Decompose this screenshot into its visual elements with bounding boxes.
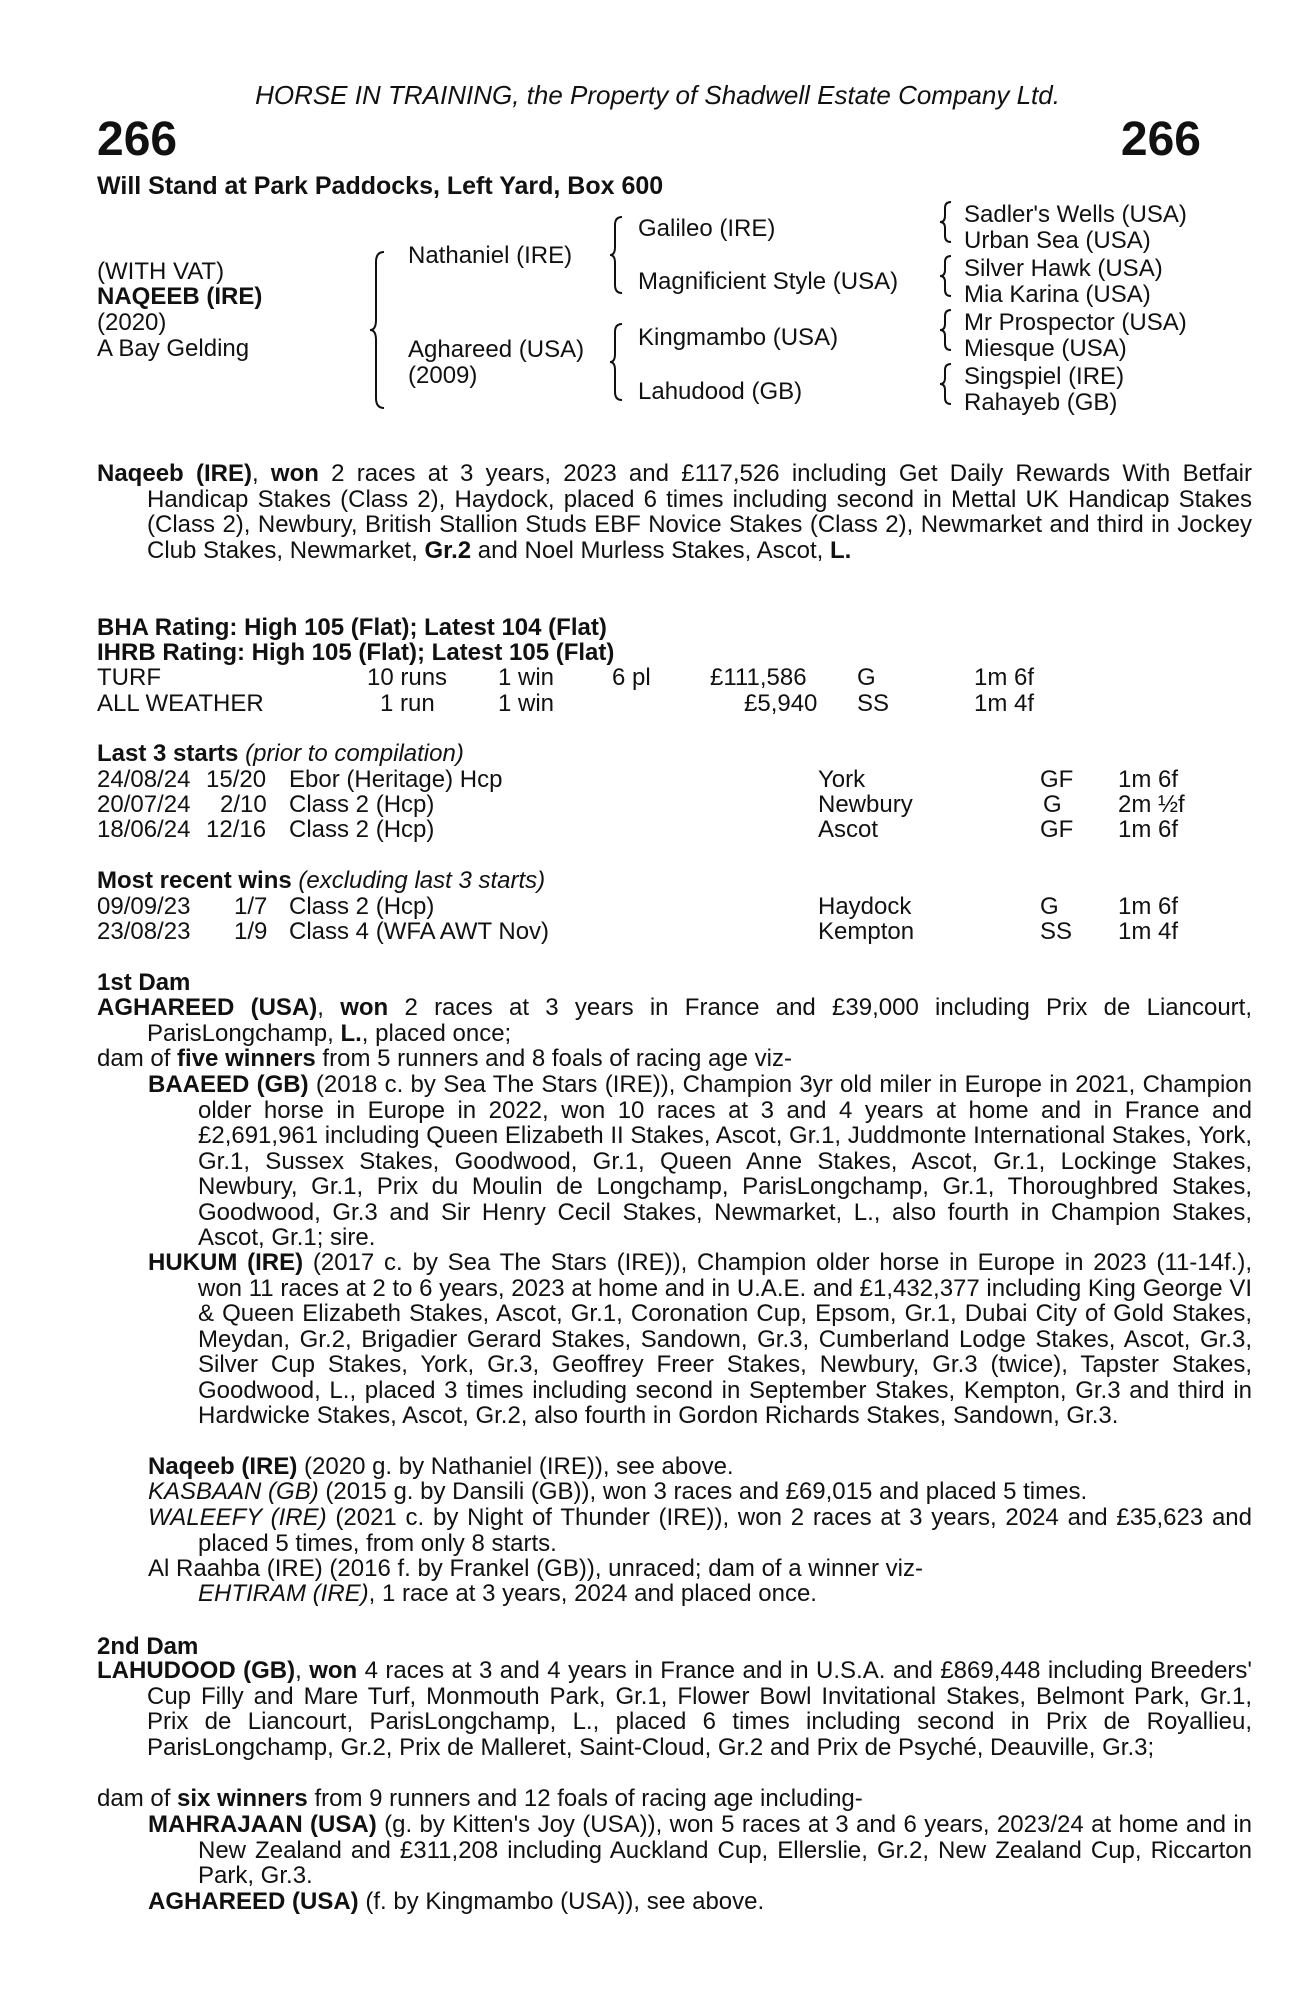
- produce-al-raahba: Al Raahba (IRE) (2016 f. by Frankel (GB)), unraced; dam of a winner viz-: [148, 1555, 923, 1582]
- pedigree-brace-4: [940, 362, 956, 406]
- dam: Aghareed (USA): [408, 336, 585, 363]
- bha-rating: BHA Rating: High 105 (Flat); Latest 104 (Flat): [97, 614, 607, 641]
- dam-dam: Lahudood (GB): [638, 378, 803, 405]
- ihrb-rating: IHRB Rating: High 105 (Flat); Latest 105 (Flat): [97, 639, 615, 666]
- stabling-location: Will Stand at Park Paddocks, Left Yard, Box 600: [97, 172, 664, 200]
- produce-waleefy: WALEEFY (IRE) (2021 c. by Night of Thunder (IRE)), won 2 races at 3 years, 2024 and £35,623 and placed 5 times, from only 8 starts.: [148, 1504, 1253, 1557]
- produce-kasbaan: KASBAAN (GB) (2015 g. by Dansili (GB)), won 3 races and £69,015 and placed 5 times.: [148, 1478, 1088, 1505]
- gen3-1: Sadler's Wells (USA): [964, 201, 1187, 228]
- vat-note: (WITH VAT): [97, 258, 225, 285]
- first-dam-paragraph: AGHAREED (USA), won 2 races at 3 years in France and £39,000 including Prix de Liancourt, ParisLongchamp, L., placed once;: [97, 994, 1252, 1047]
- gen3-5: Mr Prospector (USA): [964, 309, 1187, 336]
- first-dam-produce-summary: dam of five winners from 5 runners and 8 foals of racing age viz-: [97, 1045, 793, 1072]
- pedigree-brace-2: [940, 254, 956, 298]
- gen3-3: Silver Hawk (USA): [964, 255, 1163, 282]
- horse-description: A Bay Gelding: [97, 335, 250, 362]
- sale-header: HORSE IN TRAINING, the Property of Shadwell Estate Company Ltd.: [255, 80, 1060, 110]
- gen3-7: Singspiel (IRE): [964, 363, 1125, 390]
- gen3-6: Miesque (USA): [964, 335, 1127, 362]
- recent-wins-heading: Most recent wins (excluding last 3 starts): [97, 867, 546, 894]
- dam-sire: Kingmambo (USA): [638, 324, 839, 351]
- horse-year: (2020): [97, 309, 167, 336]
- produce-mahrajaan: MAHRAJAAN (USA) (g. by Kitten's Joy (USA)), won 5 races at 3 and 6 years, 2023/24 at home and in New Zealand and £311,208 including Auckland Cup, Ellerslie, Gr.2, New Zealand Cup, Riccarton Park, Gr.3.: [148, 1811, 1252, 1889]
- second-dam-heading: 2nd Dam: [97, 1633, 199, 1660]
- last-starts-heading: Last 3 starts (prior to compilation): [97, 740, 464, 767]
- gen3-4: Mia Karina (USA): [964, 281, 1151, 308]
- second-dam-produce-summary: dam of six winners from 9 runners and 12 foals of racing age including-: [97, 1785, 863, 1812]
- produce-aghareed: AGHAREED (USA) (f. by Kingmambo (USA)), see above.: [148, 1888, 765, 1915]
- dam-year: (2009): [408, 362, 478, 389]
- race-summary: Naqeeb (IRE), won 2 races at 3 years, 2023 and £117,526 including Get Daily Rewards With Betfair Handicap Stakes (Class 2), Haydock, placed 6 times including second in Mettal UK Handicap Stakes (Class 2), Newbury, British Stallion Studs EBF Novice Stakes (Class 2), Newmarket and third in Jockey Club Stakes, Newmarket, Gr.2 and Noel Murless Stakes, Ascot, L.: [97, 460, 1252, 564]
- produce-ehtiram: EHTIRAM (IRE), 1 race at 3 years, 2024 and placed once.: [198, 1580, 817, 1607]
- pedigree-brace-dam: [610, 322, 628, 402]
- gen3-2: Urban Sea (USA): [964, 227, 1151, 254]
- lot-number-right: 266: [1120, 113, 1201, 166]
- sire-sire: Galileo (IRE): [638, 215, 776, 242]
- produce-baaeed: BAAEED (GB) (2018 c. by Sea The Stars (IRE)), Champion 3yr old miler in Europe in 2021, Champion older horse in Europe in 2022, won 10 races at 3 and 4 years at home and in France and £2,691,961 including Queen Elizabeth II Stakes, Ascot, Gr.1, Juddmonte International Stakes, York, Gr.1, Sussex Stakes, Goodwood, Gr.1, Queen Anne Stakes, Ascot, Gr.1, Lockinge Stakes, Newbury, Gr.1, Prix du Moulin de Longchamp, ParisLongchamp, Gr.1, Thoroughbred Stakes, Goodwood, Gr.3 and Sir Henry Cecil Stakes, Newmarket, L., also fourth in Champion Stakes, Ascot, Gr.1; sire.: [148, 1071, 1253, 1251]
- sire: Nathaniel (IRE): [408, 242, 573, 269]
- pedigree-brace-main: [370, 250, 390, 410]
- horse-name: NAQEEB (IRE): [97, 283, 263, 310]
- pedigree-brace-3: [940, 308, 956, 352]
- gen3-8: Rahayeb (GB): [964, 389, 1118, 416]
- lot-number-left: 266: [97, 113, 178, 166]
- pedigree-brace-sire: [610, 215, 628, 295]
- sire-dam: Magnificient Style (USA): [638, 268, 899, 295]
- produce-hukum: HUKUM (IRE) (2017 c. by Sea The Stars (IRE)), Champion older horse in Europe in 2023 (11-14f.), won 11 races at 2 to 6 years, 2023 at home and in U.A.E. and £1,432,377 including King George VI & Queen Elizabeth Stakes, Ascot, Gr.1, Coronation Cup, Epsom, Gr.1, Dubai City of Gold Stakes, Meydan, Gr.2, Brigadier Gerard Stakes, Sandown, Gr.3, Cumberland Lodge Stakes, Ascot, Gr.3, Silver Cup Stakes, York, Gr.3, Geoffrey Freer Stakes, Newbury, Gr.3 (twice), Tapster Stakes, Goodwood, L., placed 3 times including second in September Stakes, Kempton, Gr.3 and third in Hardwicke Stakes, Ascot, Gr.2, also fourth in Gordon Richards Stakes, Sandown, Gr.3.: [148, 1249, 1252, 1429]
- second-dam-paragraph: LAHUDOOD (GB), won 4 races at 3 and 4 years in France and in U.S.A. and £869,448 including Breeders' Cup Filly and Mare Turf, Monmouth Park, Gr.1, Flower Bowl Invitational Stakes, Belmont Park, Gr.1, Prix de Liancourt, ParisLongchamp, L., placed 6 times including second in Prix de Royallieu, ParisLongchamp, Gr.2, Prix de Malleret, Saint-Cloud, Gr.2 and Prix de Psyché, Deauville, Gr.3;: [97, 1657, 1252, 1761]
- first-dam-heading: 1st Dam: [97, 969, 191, 996]
- produce-naqeeb: Naqeeb (IRE) (2020 g. by Nathaniel (IRE)), see above.: [148, 1453, 734, 1480]
- pedigree-brace-1: [940, 200, 956, 244]
